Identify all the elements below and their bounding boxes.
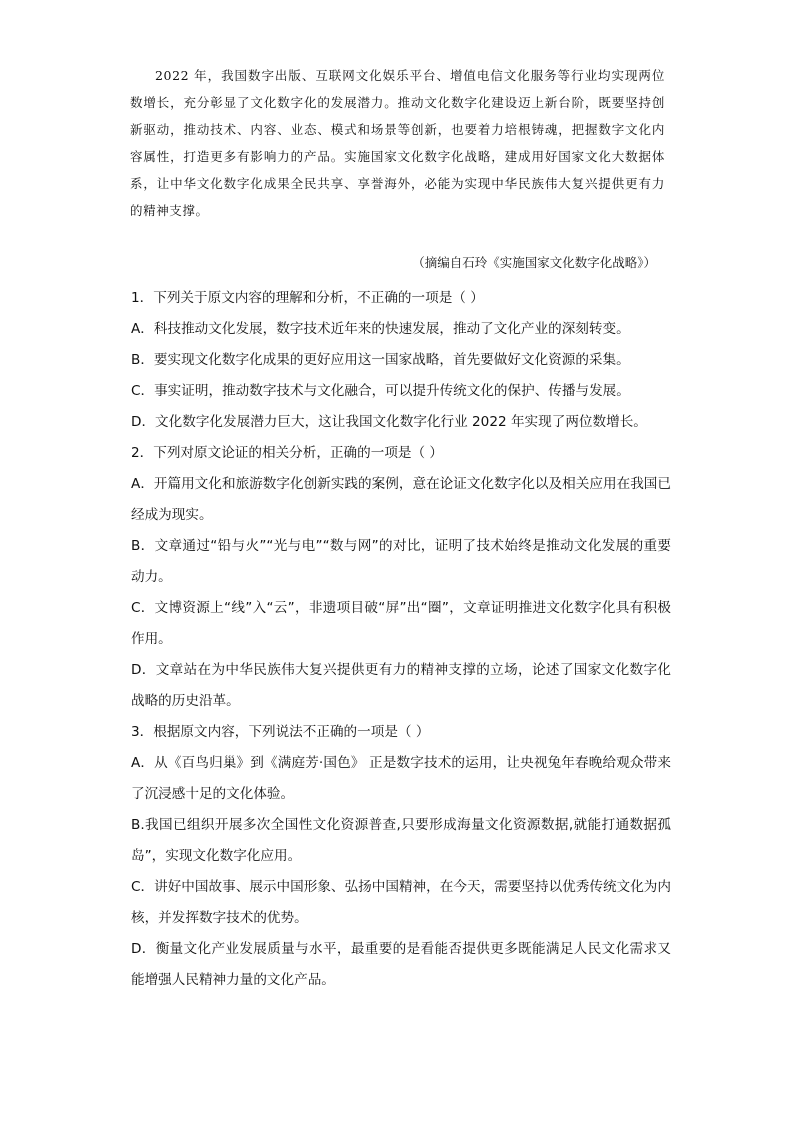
- question-1: [131, 283, 671, 438]
- option-b: B．文章通过“铅与火”“光与电”“数与网”的对比，证明了技术始终是推动文化发展的重要动力。: [131, 538, 671, 585]
- option-d: D．文化数字化发展潜力巨大，这让我国文化数字化行业 2022 年实现了两位数增长。: [131, 414, 647, 430]
- question-stem: 3．根据原文内容，下列说法不正确的一项是（ ）: [131, 724, 430, 740]
- question-2: [131, 438, 671, 717]
- option-b: B.我国已组织开展多次全国性文化资源普查,只要形成海量文化资源数据,就能打通数据孤岛”，实现文化数字化应用。: [131, 817, 671, 864]
- passage: [130, 62, 665, 224]
- question-3: [131, 717, 671, 996]
- passage-source: （摘编自石玲《实施国家文化数字化战略》）: [412, 255, 656, 270]
- option-b: B．要实现文化数字化成果的更好应用这一国家战略，首先要做好文化资源的采集。: [131, 352, 630, 368]
- option-d: D．文章站在为中华民族伟大复兴提供更有力的精神支撑的立场，论述了国家文化数字化战略的历史沿革。: [131, 662, 671, 709]
- question-stem: 1．下列关于原文内容的理解和分析，不正确的一项是（ ）: [131, 290, 484, 306]
- option-c: C．文博资源上“线”入“云”，非遗项目破“屏”出“圈”，文章证明推进文化数字化具有积极作用。: [131, 600, 671, 647]
- option-a: A．开篇用文化和旅游数字化创新实践的案例，意在论证文化数字化以及相关应用在我国已经成为现实。: [131, 476, 671, 523]
- option-a: A．科技推动文化发展，数字技术近年来的快速发展，推动了文化产业的深刻转变。: [131, 321, 630, 337]
- option-c: C．事实证明，推动数字技术与文化融合，可以提升传统文化的保护、传播与发展。: [131, 383, 630, 399]
- passage-paragraph: 2022 年，我国数字出版、互联网文化娱乐平台、增值电信文化服务等行业均实现两位数增长，充分彰显了文化数字化的发展潜力。推动文化数字化建设迈上新台阶，既要坚持创新驱动，推动技术、内容、业态、模式和场景等创新，也要着力培根铸魂，把握数字文化内容属性，打造更多有影响力的产品。实施国家文化数字化战略，建成用好国家文化大数据体系，让中华文化数字化成果全民共享、享誉海外，必能为实现中华民族伟大复兴提供更有力的精神支撑。: [130, 68, 665, 218]
- option-d: D．衡量文化产业发展质量与水平，最重要的是看能否提供更多既能满足人民文化需求又能增强人民精神力量的文化产品。: [131, 941, 671, 988]
- question-stem: 2．下列对原文论证的相关分析，正确的一项是（ ）: [131, 445, 444, 461]
- option-a: A．从《百鸟归巢》到《满庭芳·国色》 正是数字技术的运用，让央视兔年春晚给观众带来了沉浸感十足的文化体验。: [131, 755, 671, 802]
- question-list: [131, 283, 671, 996]
- option-c: C．讲好中国故事、展示中国形象、弘扬中国精神，在今天，需要坚持以优秀传统文化为内核，并发挥数字技术的优势。: [131, 879, 671, 926]
